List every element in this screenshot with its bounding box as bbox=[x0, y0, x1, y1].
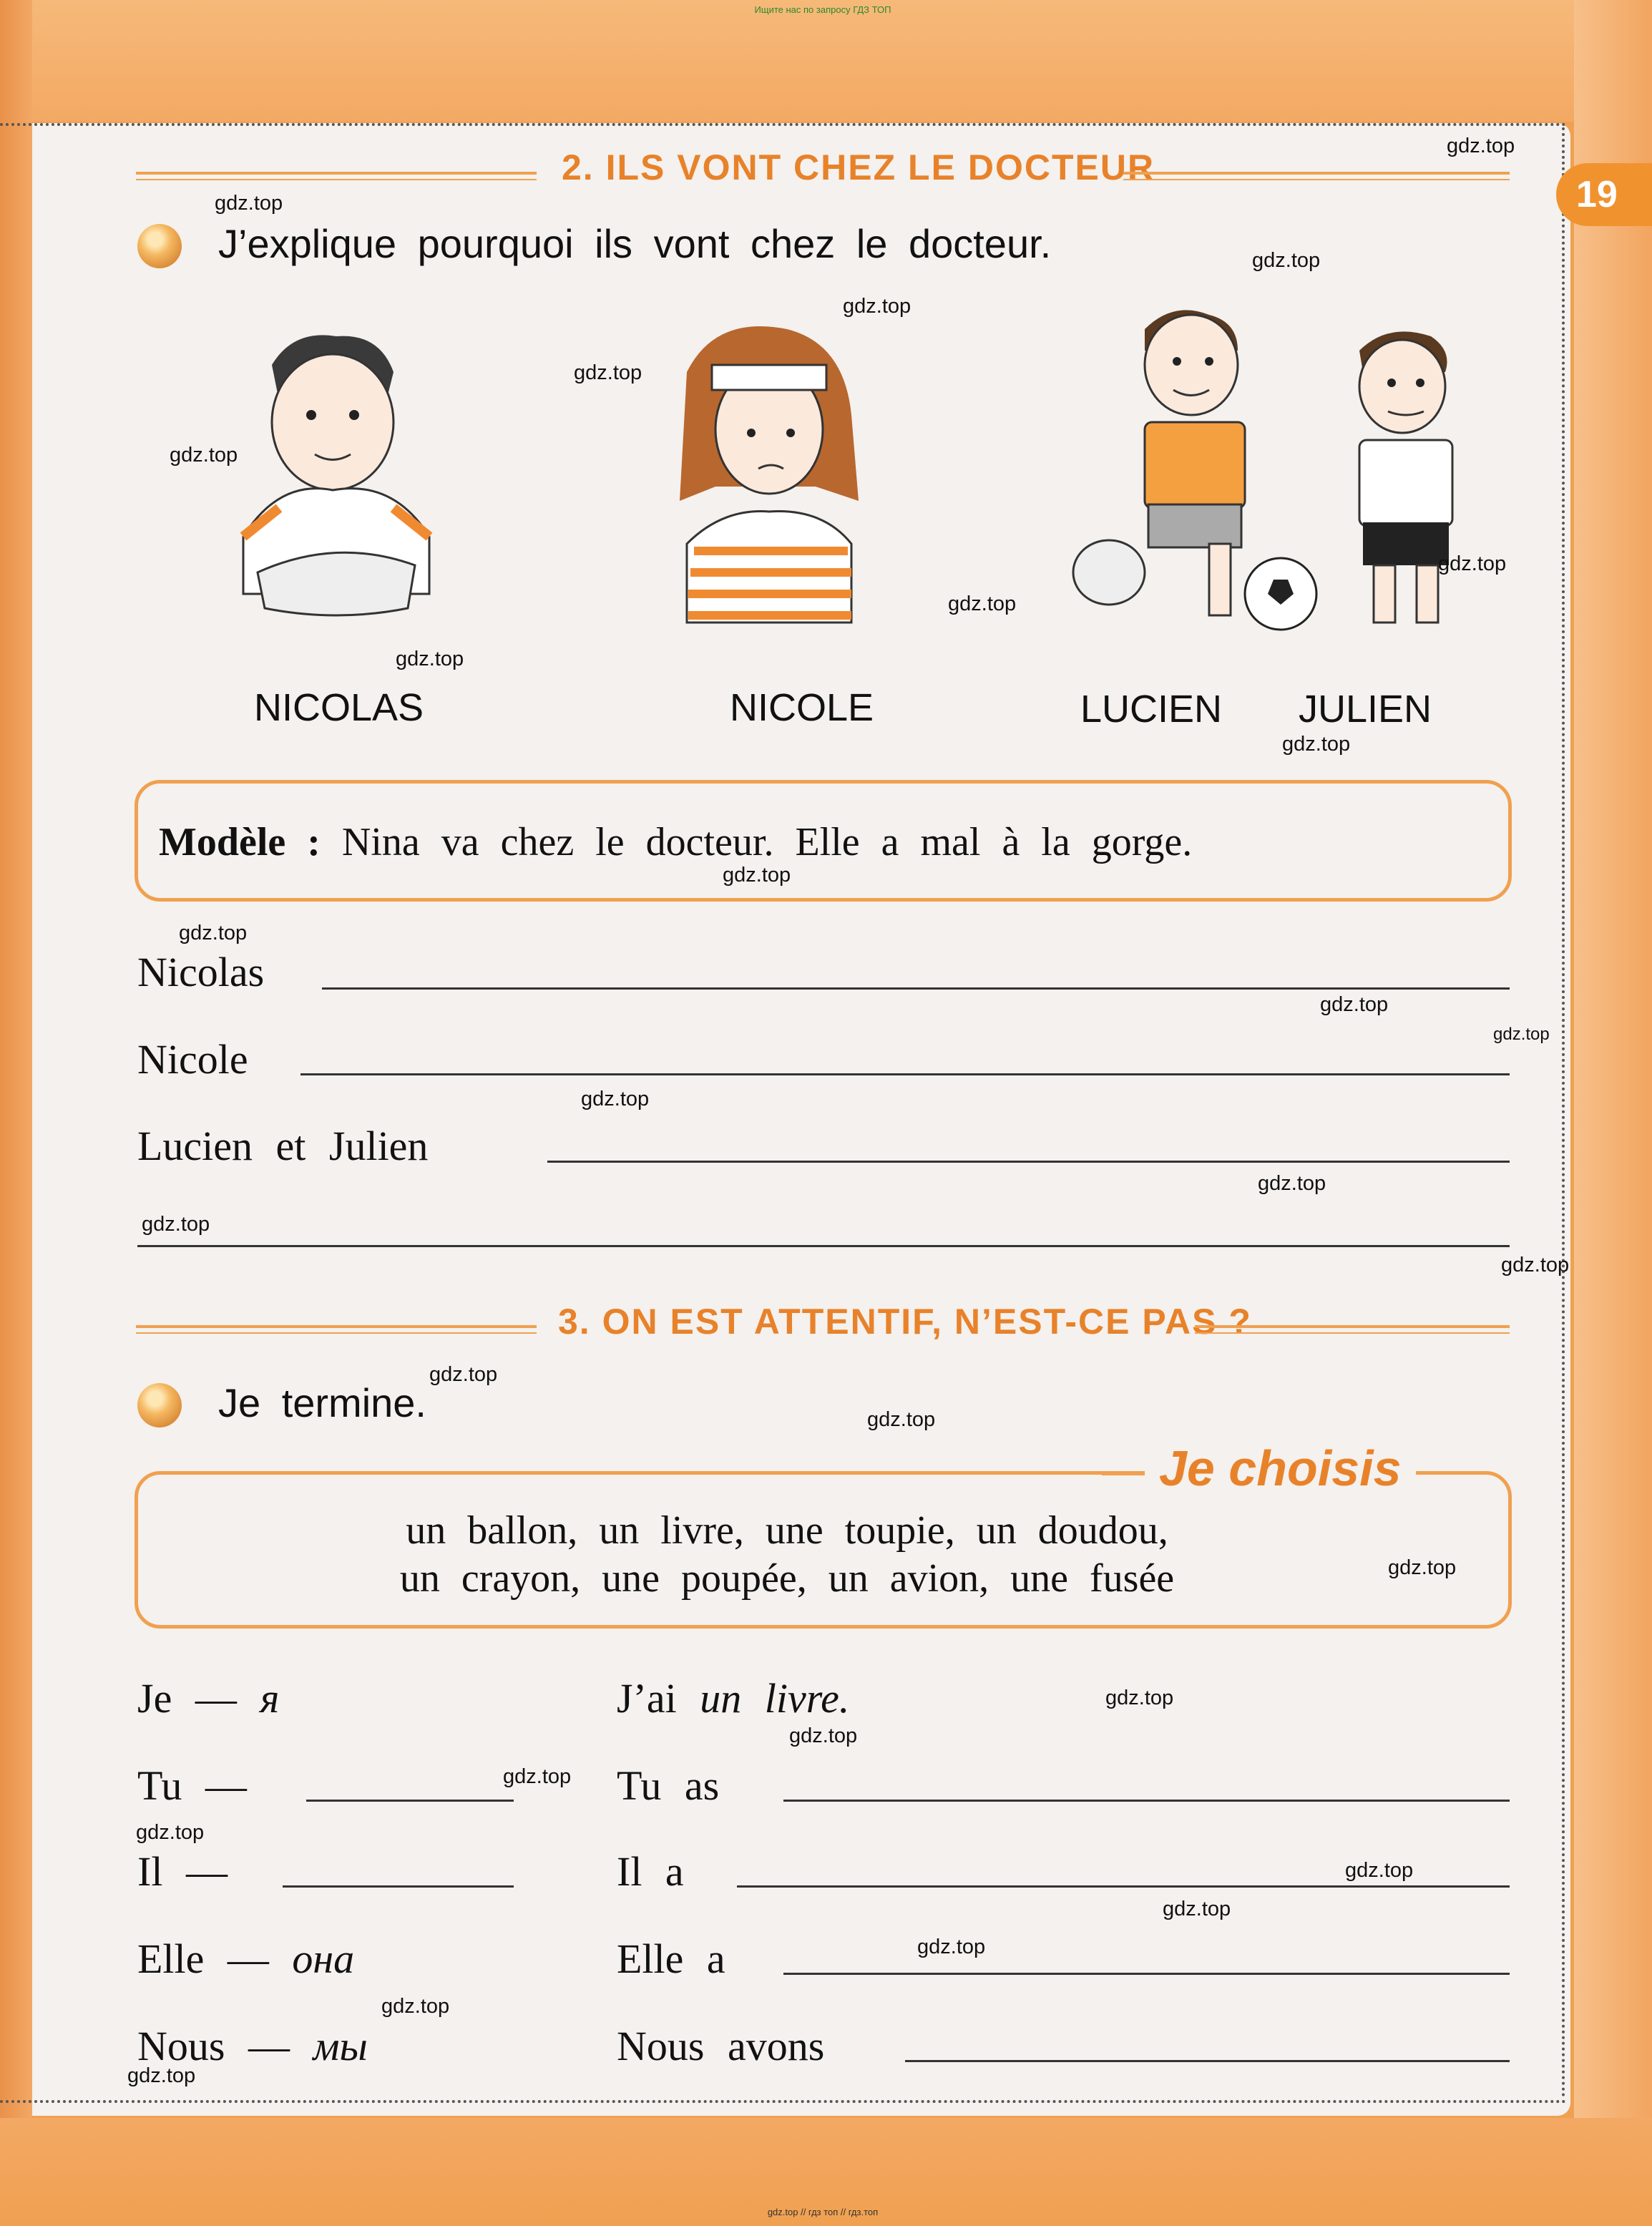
model-label: Modèle : bbox=[159, 820, 321, 864]
watermark-label: gdz.top bbox=[1163, 1898, 1231, 1920]
section2-rule-left bbox=[136, 172, 537, 175]
answer-je: un livre. bbox=[700, 1675, 850, 1722]
name-julien: JULIEN bbox=[1299, 688, 1432, 731]
bullet-icon bbox=[137, 1383, 182, 1427]
choisis-rule bbox=[1102, 1473, 1145, 1475]
answer-line-il[interactable] bbox=[737, 1885, 1510, 1888]
word-bank-line-1: un ballon, un livre, une toupie, un doudou, bbox=[406, 1508, 1168, 1553]
watermark-label: gdz.top bbox=[429, 1363, 498, 1386]
watermark-label: gdz.top bbox=[503, 1765, 572, 1788]
watermark-label: gdz.top bbox=[1252, 249, 1321, 272]
verb-nous: Nous avons bbox=[617, 2023, 825, 2069]
translation-line-il[interactable] bbox=[283, 1885, 514, 1888]
watermark-label: gdz.top bbox=[843, 295, 911, 318]
watermark-label: gdz.top bbox=[1388, 1556, 1457, 1579]
row-label-nicolas: Nicolas bbox=[137, 949, 265, 995]
translation-nous: мы bbox=[313, 2023, 368, 2069]
watermark-label: gdz.top bbox=[1105, 1686, 1174, 1709]
section3-title: 3. ON EST ATTENTIF, N’EST-CE PAS ? bbox=[558, 1302, 1252, 1342]
watermark-label: gdz.top bbox=[1258, 1172, 1326, 1195]
section3-instruction: Je termine. bbox=[218, 1380, 426, 1425]
name-nicolas: NICOLAS bbox=[254, 686, 424, 729]
verb-il: Il a bbox=[617, 1848, 684, 1895]
watermark-label: gdz.top bbox=[948, 592, 1017, 615]
watermark-label: gdz.top bbox=[1345, 1859, 1414, 1882]
nicolas-illustration-icon bbox=[215, 322, 458, 637]
row-label-lucien-julien: Lucien et Julien bbox=[137, 1123, 429, 1169]
answer-line-extra[interactable] bbox=[137, 1245, 1510, 1247]
translation-je: я bbox=[260, 1675, 280, 1722]
pronoun-tu: Tu — bbox=[137, 1762, 247, 1809]
row-label-nicole: Nicole bbox=[137, 1036, 248, 1083]
answer-line-nicole[interactable] bbox=[300, 1073, 1510, 1075]
name-lucien: LUCIEN bbox=[1080, 688, 1223, 731]
answer-line-elle[interactable] bbox=[783, 1973, 1510, 1975]
watermark-label: gdz.top bbox=[574, 361, 642, 384]
answer-line-tu[interactable] bbox=[783, 1800, 1510, 1802]
watermark-label: gdz.top bbox=[1447, 135, 1515, 157]
watermark-bottom: gdz.top // гдз топ // гдз.топ bbox=[767, 2207, 879, 2217]
answer-line-nous[interactable] bbox=[905, 2060, 1510, 2062]
pronoun-il: Il — bbox=[137, 1848, 228, 1895]
watermark-label: gdz.top bbox=[1320, 993, 1389, 1016]
julien-illustration-icon bbox=[1331, 315, 1474, 637]
watermark-label: gdz.top bbox=[136, 1821, 205, 1844]
pronoun-je: Je — я bbox=[137, 1675, 280, 1722]
dotted-border-bottom bbox=[0, 2100, 1567, 2103]
watermark-label: gdz.top bbox=[127, 2064, 196, 2087]
section3-rule-right bbox=[1195, 1325, 1510, 1328]
section2-rule-right bbox=[1123, 172, 1510, 175]
watermark-label: gdz.top bbox=[381, 1995, 450, 2018]
name-nicole: NICOLE bbox=[730, 686, 874, 729]
watermark-label: gdz.top bbox=[215, 192, 283, 215]
page-number-badge: 19 bbox=[1556, 163, 1652, 226]
watermark-label: gdz.top bbox=[581, 1088, 650, 1110]
watermark-label: gdz.top bbox=[917, 1935, 986, 1958]
model-text: Nina va chez le docteur. Elle a mal à la gorge. bbox=[341, 820, 1193, 864]
word-bank-line-2: un crayon, une poupée, un avion, une fusée bbox=[399, 1556, 1175, 1601]
lucien-illustration-icon bbox=[1066, 286, 1352, 637]
verb-elle: Elle a bbox=[617, 1935, 725, 1982]
watermark-top: Ищите нас по запросу ГДЗ ТОП bbox=[754, 4, 891, 15]
translation-elle: она bbox=[292, 1935, 355, 1982]
choose-label: Je choisis bbox=[1145, 1440, 1416, 1497]
watermark-label: gdz.top bbox=[723, 864, 791, 887]
section2-instruction: J’explique pourquoi ils vont chez le docteur. bbox=[218, 221, 1052, 266]
answer-line-lucien-julien[interactable] bbox=[547, 1161, 1510, 1163]
watermark-label: gdz.top bbox=[142, 1213, 210, 1236]
watermark-label: gdz.top bbox=[1282, 733, 1351, 756]
dotted-border-top bbox=[0, 123, 1567, 126]
watermark-label: gdz.top bbox=[396, 648, 464, 670]
page-margin-right bbox=[1574, 0, 1652, 2226]
translation-line-tu[interactable] bbox=[306, 1800, 514, 1802]
nicole-illustration-icon bbox=[644, 315, 887, 637]
page-margin-left bbox=[0, 0, 32, 2226]
pronoun-nous: Nous — мы bbox=[137, 2023, 368, 2069]
section2-title: 2. ILS VONT CHEZ LE DOCTEUR bbox=[562, 147, 1155, 187]
model-sentence bbox=[159, 819, 1192, 865]
pronoun-elle: Elle — она bbox=[137, 1935, 355, 1982]
watermark-label: gdz.top bbox=[1493, 1025, 1550, 1044]
watermark-label: gdz.top bbox=[170, 444, 238, 467]
bullet-icon bbox=[137, 224, 182, 268]
section3-rule-left bbox=[136, 1325, 537, 1328]
watermark-label: gdz.top bbox=[1501, 1254, 1570, 1276]
dotted-border-right bbox=[1562, 127, 1565, 2099]
answer-line-nicolas[interactable] bbox=[322, 987, 1510, 990]
watermark-label: gdz.top bbox=[789, 1724, 858, 1747]
verb-je: J’ai un livre. bbox=[617, 1675, 850, 1722]
watermark-label: gdz.top bbox=[867, 1408, 936, 1431]
watermark-label: gdz.top bbox=[1438, 552, 1507, 575]
verb-tu: Tu as bbox=[617, 1762, 720, 1809]
watermark-label: gdz.top bbox=[179, 922, 248, 944]
page-margin-top bbox=[0, 0, 1652, 122]
